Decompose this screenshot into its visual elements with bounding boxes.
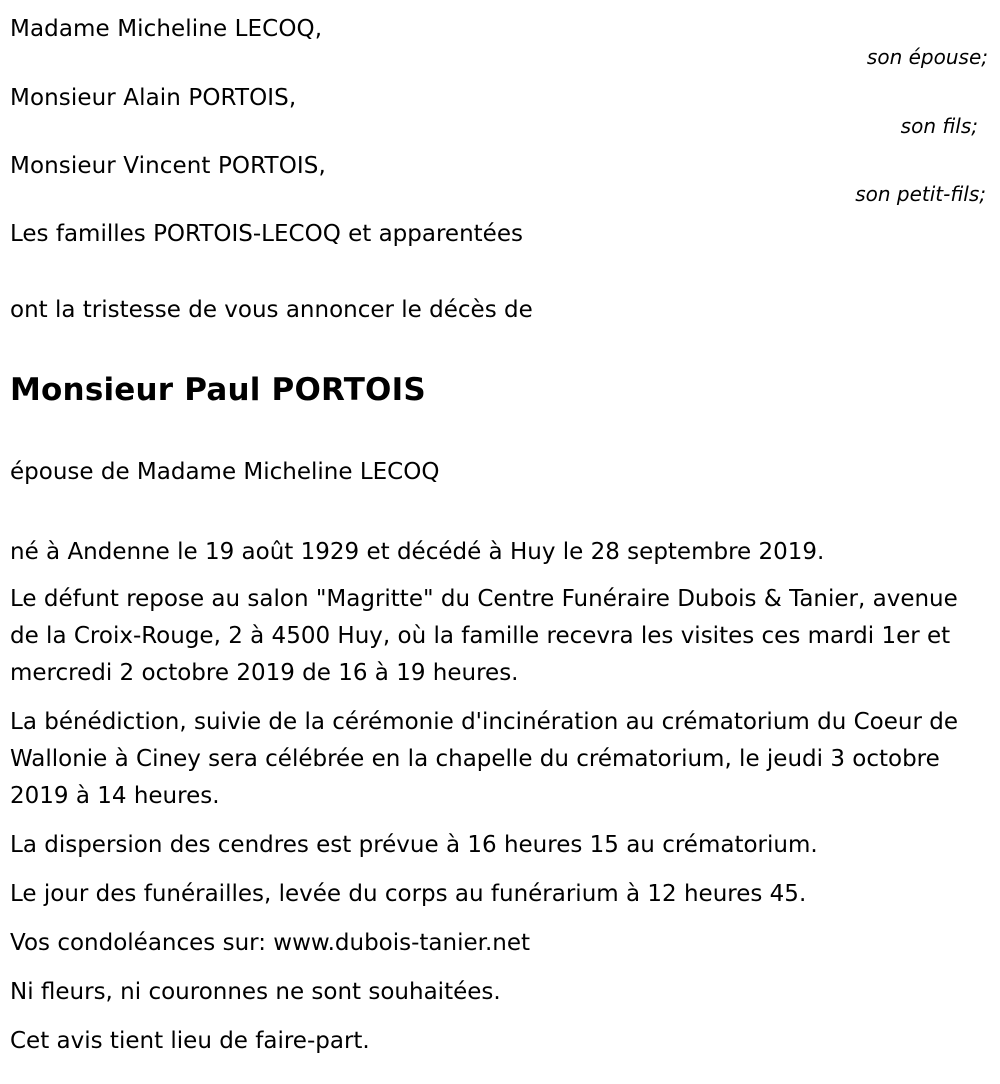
relative-row: [10, 14, 990, 70]
families-line: Les familles PORTOIS-LECOQ et apparentées: [10, 221, 523, 247]
relative-relation: son épouse;: [866, 45, 988, 69]
spacer: [10, 70, 990, 83]
relative-row: [10, 151, 990, 207]
notice-paragraph-funeral-home: Le défunt repose au salon "Magritte" du Centre Funéraire Dubois & Tanier, avenue de la Croix-Rouge, 2 à 4500 Huy, où la famille recevra les visites ces mardi 1er et mercredi 2 octobre 2019 de 16 à 19 heures.: [10, 586, 958, 686]
spouse-line: épouse de Madame Micheline LECOQ: [10, 459, 440, 485]
announcement-line: ont la tristesse de vous annoncer le décès de: [10, 297, 533, 323]
relative-name: Monsieur Vincent PORTOIS,: [10, 153, 326, 179]
relative-relation: son petit-fils;: [855, 182, 986, 206]
birth-death-line: né à Andenne le 19 août 1929 et décédé à Huy le 28 septembre 2019.: [10, 539, 825, 565]
deceased-name: Monsieur Paul PORTOIS: [10, 372, 426, 408]
notice-paragraph-no-flowers: Ni fleurs, ni couronnes ne sont souhaitées.: [10, 979, 501, 1005]
relative-name: Monsieur Alain PORTOIS,: [10, 85, 297, 111]
notice-paragraph-ashes: La dispersion des cendres est prévue à 16 heures 15 au crématorium.: [10, 832, 818, 858]
relative-relation: son fils;: [900, 114, 978, 138]
relative-row: [10, 83, 990, 139]
relative-name: Madame Micheline LECOQ,: [10, 16, 323, 42]
relatives-block: [10, 14, 990, 207]
notice-paragraph-condolences: Vos condoléances sur: www.dubois-tanier.net: [10, 930, 531, 956]
notice-paragraph-faire-part: Cet avis tient lieu de faire-part.: [10, 1028, 370, 1054]
notice-paragraph-ceremony: La bénédiction, suivie de la cérémonie d'incinération au crématorium du Coeur de Wallonie à Ciney sera célébrée en la chapelle du crématorium, le jeudi 3 octobre 2019 à 14 heures.: [10, 709, 958, 809]
notice-paragraph-body-lifting: Le jour des funérailles, levée du corps au funérarium à 12 heures 45.: [10, 881, 807, 907]
spacer: [10, 139, 990, 151]
